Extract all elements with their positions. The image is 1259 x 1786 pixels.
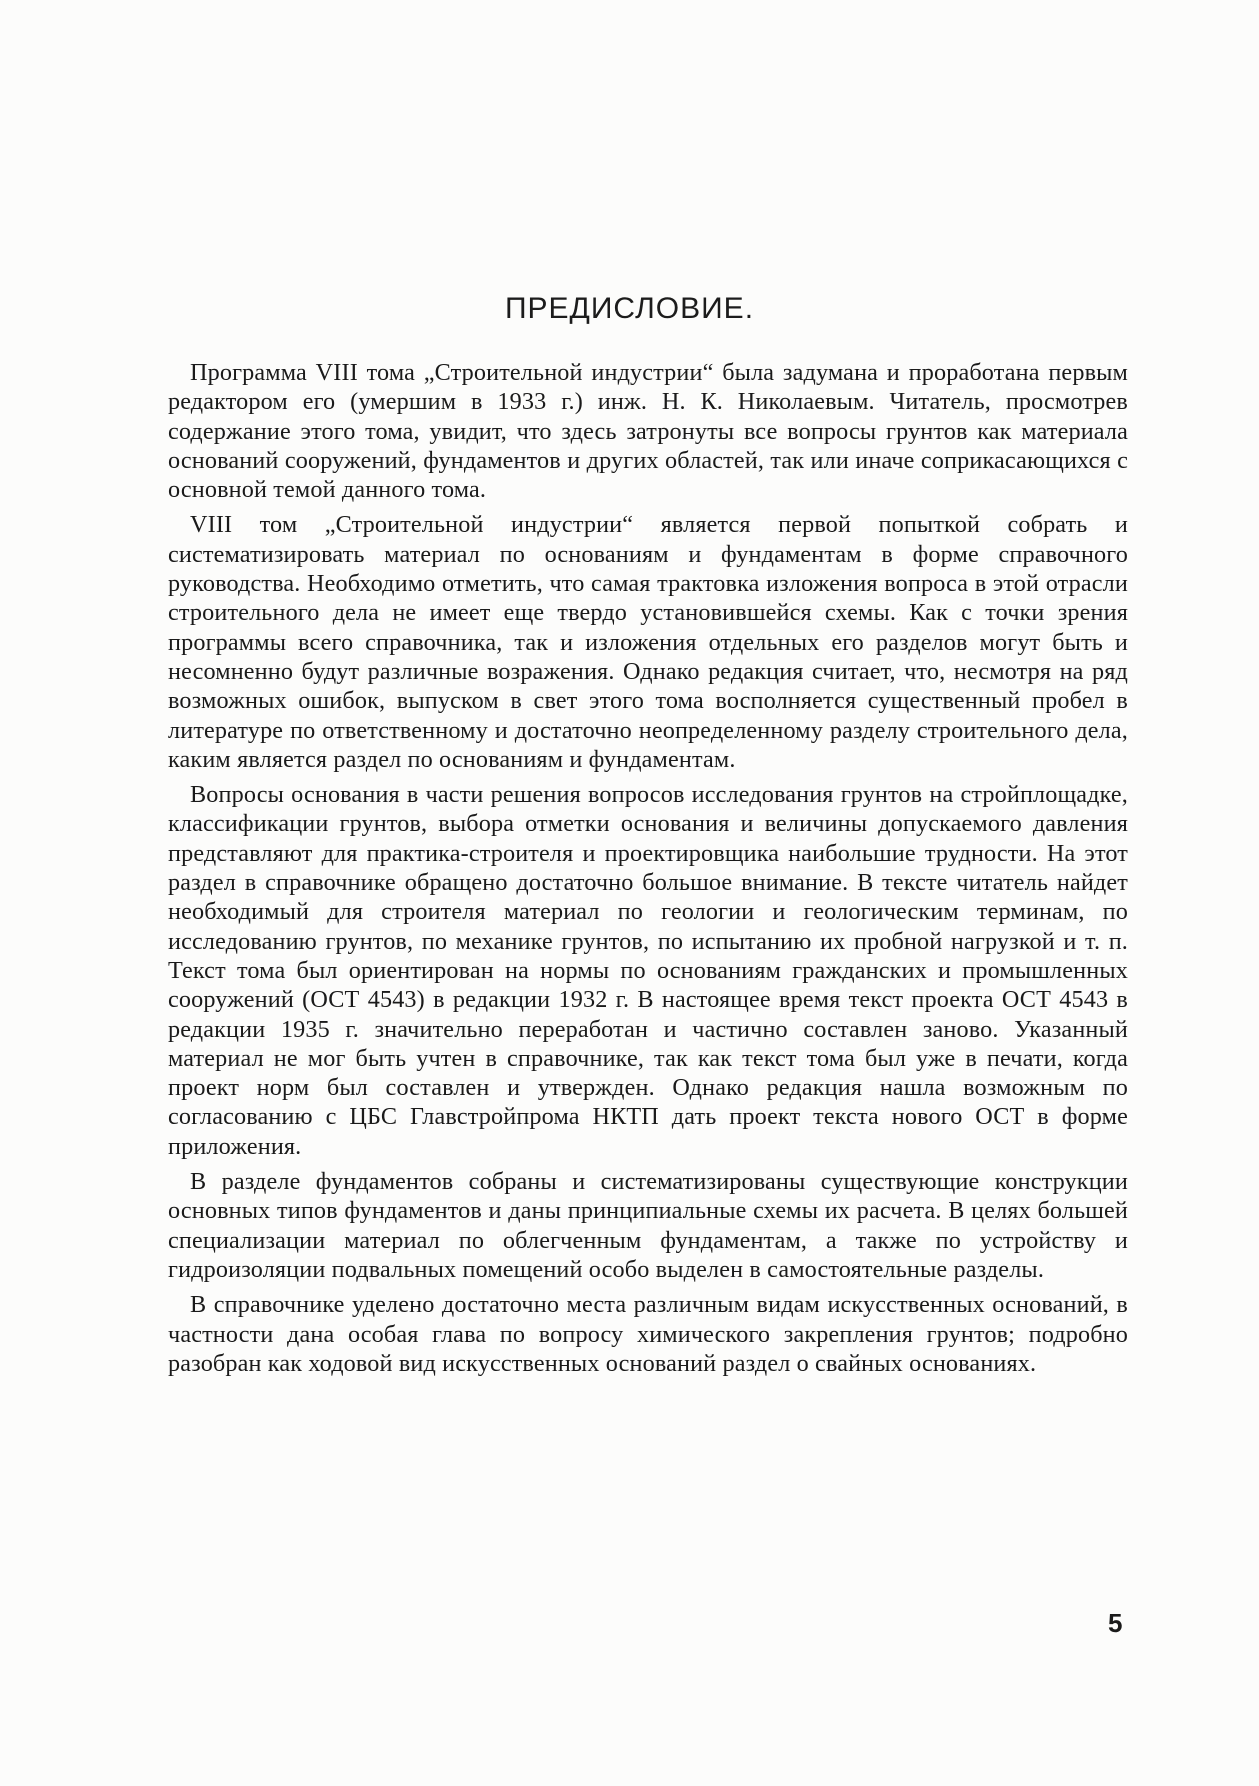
page-title: ПРЕДИСЛОВИЕ. — [504, 292, 755, 325]
body-text — [168, 358, 1128, 1384]
paragraph-3: Вопросы основания в части решения вопросов исследования грунтов на стройплощадке, классификации грунтов, выбора отметки основания и величины допускаемого давления представляют для практика-строителя и проектировщика наибольшие трудности. На этот раздел в справочнике обращено достаточно большое внимание. В тексте читатель найдет необходимый для строителя материал по геологии и геологическим терминам, по исследованию грунтов, по механике грунтов, по испытанию их пробной нагрузкой и т. п. Текст тома был ориентирован на нормы по основаниям гражданских и промышленных сооружений (ОСТ 4543) в редакции 1932 г. В настоящее время текст проекта ОСТ 4543 в редакции 1935 г. значительно переработан и частично составлен заново. Указанный материал не мог быть учтен в справочнике, так как текст тома был уже в печати, когда проект норм был составлен и утвержден. Однако редакция нашла возможным по согласованию с ЦБС Главстройпрома НКТП дать проект текста нового ОСТ в форме приложения. — [168, 781, 1128, 1160]
paragraph-4: В разделе фундаментов собраны и систематизированы существующие конструкции основных типов фундаментов и даны принципиальные схемы их расчета. В целях большей специализации материал по облегченным фундаментам, а также по устройству и гидроизоляции подвальных помещений особо выделен в самостоятельные разделы. — [168, 1168, 1128, 1283]
page-number: 5 — [1108, 1608, 1123, 1638]
paragraph-5: В справочнике уделено достаточно места различным видам искусственных оснований, в частности дана особая глава по вопросу химического закрепления грунтов; подробно разобран как ходовой вид искусственных оснований раздел о свайных основаниях. — [168, 1291, 1128, 1377]
paragraph-2: VIII том „Строительной индустрии“ является первой попыткой собрать и систематизировать материал по основаниям и фундаментам в форме справочного руководства. Необходимо отметить, что самая трактовка изложения вопроса в этой отрасли строительного дела не имеет еще твердо установившейся схемы. Как с точки зрения программы всего справочника, так и изложения отдельных его разделов могут быть и несомненно будут различные возражения. Однако редакция считает, что, несмотря на ряд возможных ошибок, выпуском в свет этого тома восполняется существенный пробел в литературе по ответственному и достаточно неопределенному разделу строительного дела, каким является раздел по основаниям и фундаментам. — [168, 511, 1128, 773]
paragraph-1: Программа VIII тома „Строительной индустрии“ была задумана и проработана первым редактором его (умершим в 1933 г.) инж. Н. К. Николаевым. Читатель, просмотрев содержание этого тома, увидит, что здесь затронуты все вопросы грунтов как материала оснований сооружений, фундаментов и других областей, так или иначе соприкасающихся с основной темой данного тома. — [168, 359, 1128, 504]
